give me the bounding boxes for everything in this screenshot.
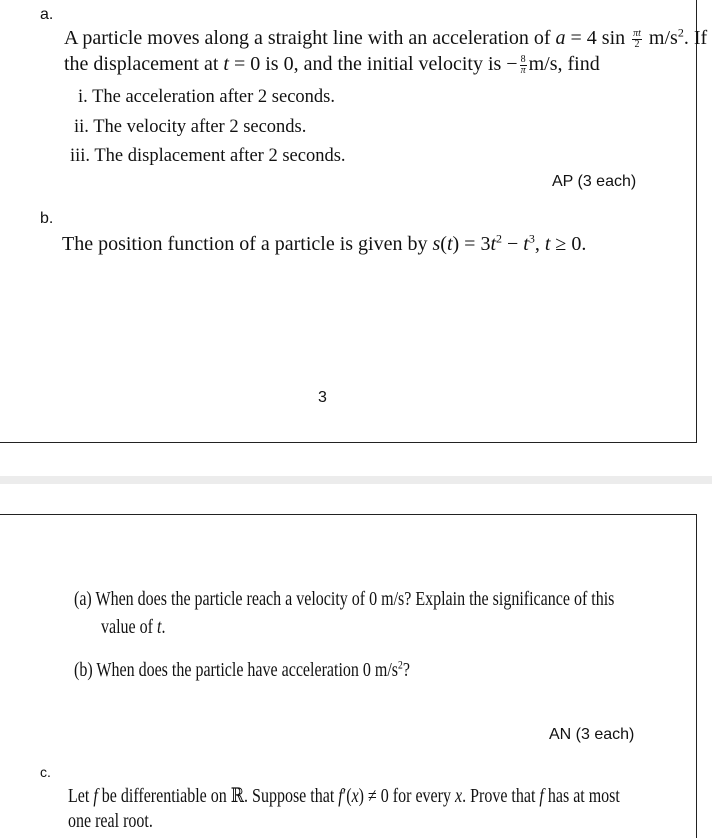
question-a-line2 <box>101 616 165 639</box>
part-a-line2-text: the displacement at t = 0 is 0, and the initial velocity is − $\frac{8}{\pi}$ m/s, find <box>64 53 600 76</box>
question-b-line1 <box>74 659 410 682</box>
part-c-label: c. <box>40 764 51 780</box>
question-a-marker: (a) <box>74 588 92 610</box>
item-marker: i. <box>78 87 88 107</box>
part-a-marks: AP (3 each) <box>552 173 637 190</box>
page-separator <box>0 476 712 484</box>
question-a-text: When does the particle reach a velocity of 0 m/s? Explain the significance of this <box>95 588 615 610</box>
part-a-item-2 <box>74 117 306 138</box>
part-c-line1-text: Let f be differentiable on ℝ. Suppose that f′(x) ≠ 0 for every x. Prove that f has at most <box>68 785 620 807</box>
part-b-marks: AN (3 each) <box>549 726 635 743</box>
part-a-line1 <box>64 27 707 50</box>
page-number: 3 <box>318 389 327 406</box>
item-marker: ii. <box>74 117 89 137</box>
item-marker: iii. <box>70 146 91 166</box>
part-a-label: a. <box>40 6 54 23</box>
item-text: The displacement after 2 seconds. <box>94 146 346 166</box>
part-c-line2: one real root. <box>68 810 153 832</box>
part-c-line1 <box>68 783 620 808</box>
question-b-marker: (b) <box>74 659 93 681</box>
question-a-text-2: value of t. <box>101 616 166 638</box>
part-b-label: b. <box>40 210 54 227</box>
part-a-item-3 <box>70 146 346 167</box>
item-text: The velocity after 2 seconds. <box>93 117 307 137</box>
part-a-item-1 <box>78 87 335 108</box>
part-a-line1-text: A particle moves along a straight line with an acceleration of a = 4 sin $\frac{\pi t}{2}$ $m/s^2$. If <box>64 25 708 50</box>
part-b-statement-text: The position function of a particle is given by $s(t) = 3t^2 - t^3$, t ≥ 0. <box>62 231 587 255</box>
part-b-statement <box>62 233 586 256</box>
item-text: The acceleration after 2 seconds. <box>92 87 336 107</box>
question-a-line1 <box>74 588 614 611</box>
part-a-line2 <box>64 53 600 76</box>
question-b-text: When does the particle have acceleration 0 $m/s^2$? <box>96 657 410 681</box>
